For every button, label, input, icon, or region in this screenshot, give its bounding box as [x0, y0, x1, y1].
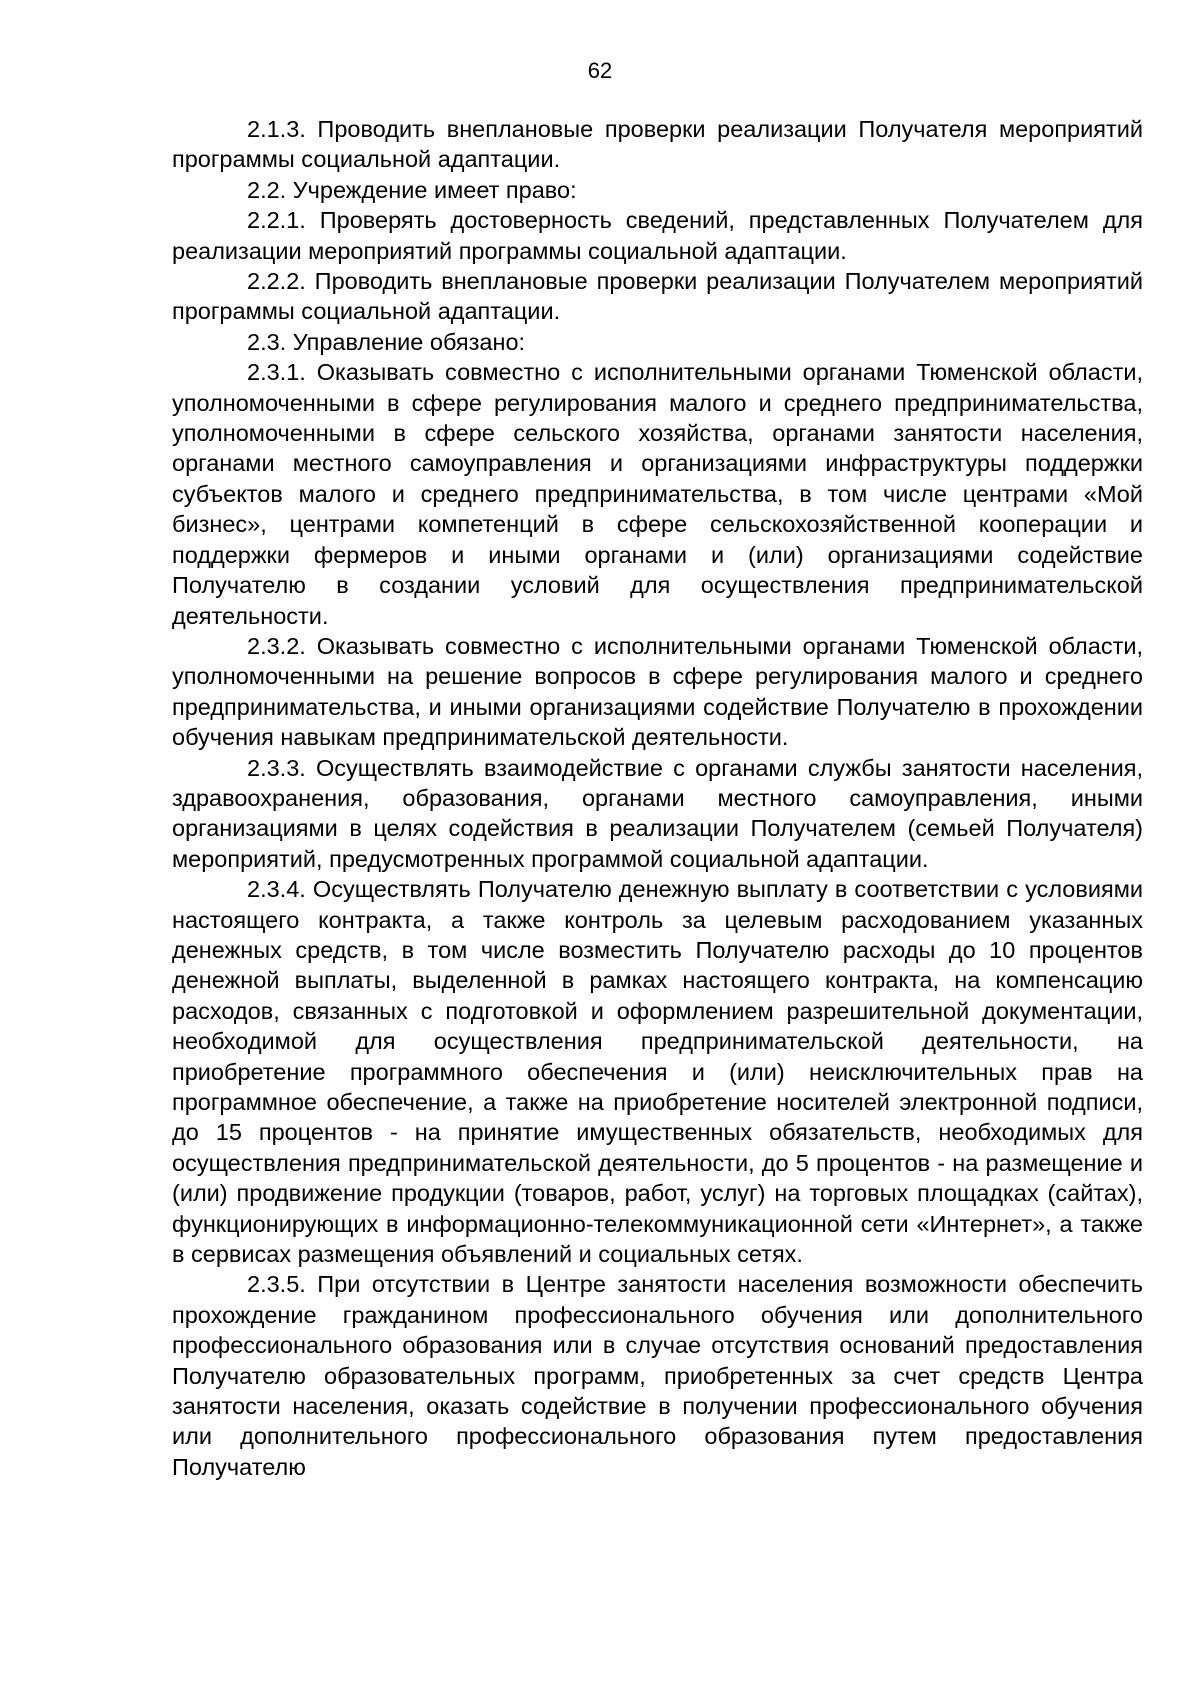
clause-2-3-3: 2.3.3. Осуществлять взаимодействие с органами службы занятости населения, здравоохранения, образования, органами местного самоуправления, иными организациями в целях содействия в реализации Получателем (семьей Получателя) мероприятий, предусмотренных программой социальной адаптации.	[172, 754, 1143, 872]
clause-2-3-5: 2.3.5. При отсутствии в Центре занятости населения возможности обеспечить прохождение гражданином профессионального обучения или дополнительного профессионального образования или в случае отсутствия оснований предоставления Получателю образовательных программ, приобретенных за счет средств Центра занятости населения, оказать содействие в получении профессионального обучения или дополнительного профессионального образования путем предоставления Получателю	[172, 1271, 1143, 1480]
clause-2-2-2: 2.2.2. Проводить внеплановые проверки реализации Получателем мероприятий программы социальной адаптации.	[172, 268, 1143, 325]
clause-2-3-2: 2.3.2. Оказывать совместно с исполнительными органами Тюменской области, уполномоченными на решение вопросов в сфере регулирования малого и среднего предпринимательства, и иными организациями содействие Получателю в прохождении обучения навыкам предпринимательской деятельности.	[172, 632, 1143, 751]
clause-2-3: 2.3. Управление обязано:	[247, 328, 526, 355]
clause-2-3-4: 2.3.4. Осуществлять Получателю денежную выплату в соответствии с условиями настоящего контракта, а также контроль за целевым расходованием указанных денежных средств, в том числе возместить Получателю расходы до 10 процентов денежной выплаты, выделенной в рамках настоящего контракта, на компенсацию расходов, связанных с подготовкой и оформлением разрешительной документации, необходимой для осуществления предпринимательской деятельности, на приобретение программного обеспечения и (или) неисключительных прав на программное обеспечение, а также на приобретение носителей электронной подписи, до 15 процентов - на принятие имущественных обязательств, необходимых для осуществления предпринимательской деятельности, до 5 процентов - на размещение и (или) продвижение продукции (товаров, работ, услуг) на торговых площадках (сайтах), функционирующих в информационно-телекоммуникационной сети «Интернет», а также в сервисах размещения объявлений и социальных сетях.	[172, 876, 1143, 1268]
clause-2-2-1: 2.2.1. Проверять достоверность сведений, представленных Получателем для реализации мероприятий программы социальной адаптации.	[172, 207, 1143, 264]
page-number: 62	[587, 58, 613, 83]
clause-2-3-1: 2.3.1. Оказывать совместно с исполнительными органами Тюменской области, уполномоченными в сфере регулирования малого и среднего предпринимательства, уполномоченными в сфере сельского хозяйства, органами занятости населения, органами местного самоуправления и организациями инфраструктуры поддержки субъектов малого и среднего предпринимательства, в том числе центрами «Мой бизнес», центрами компетенций в сфере сельскохозяйственной кооперации и поддержки фермеров и иными органами и (или) организациями содействие Получателю в создании условий для осуществления предпринимательской деятельности.	[172, 359, 1143, 629]
clause-2-1-3: 2.1.3. Проводить внеплановые проверки реализации Получателя мероприятий программы социальной адаптации.	[172, 116, 1143, 173]
document-body	[172, 114, 1143, 1482]
clause-2-2: 2.2. Учреждение имеет право:	[247, 176, 577, 203]
